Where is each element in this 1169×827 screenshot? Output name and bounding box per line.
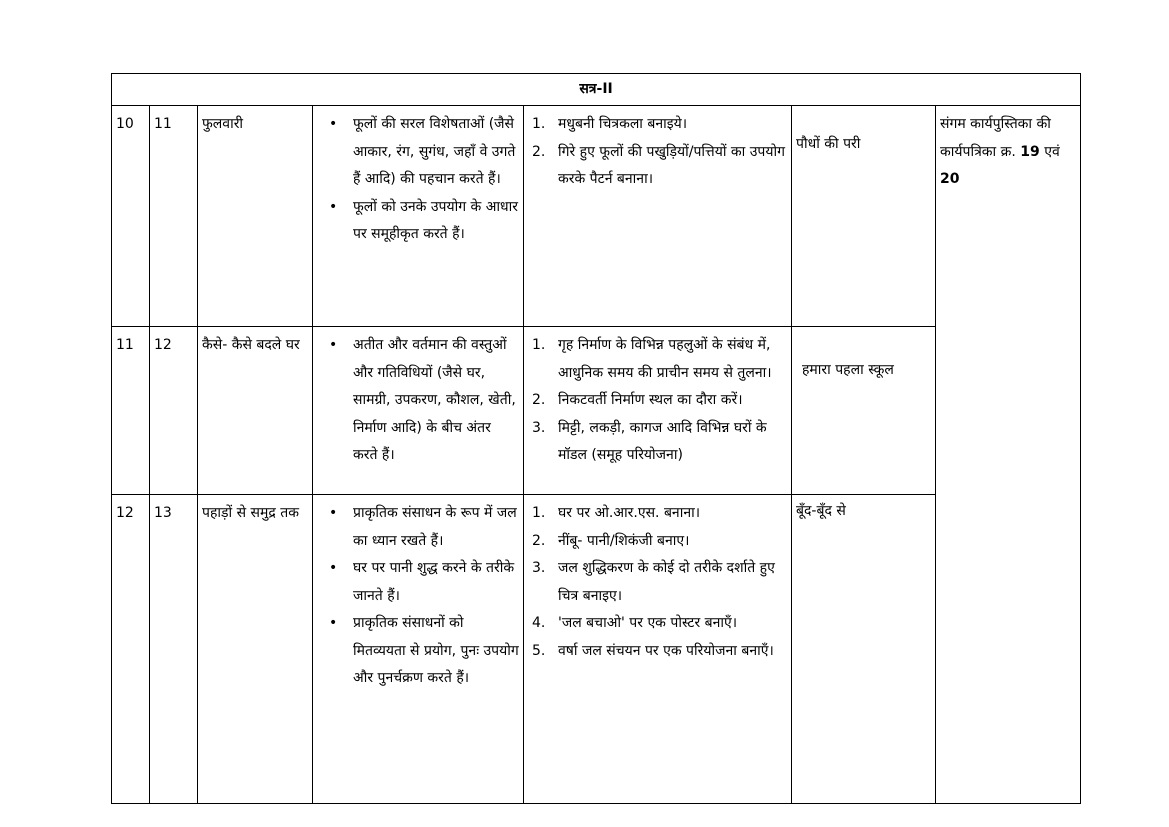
linked-chapter: बूँद-बूँद से [792, 495, 936, 804]
outcome-item: • प्राकृतिक संसाधन के रूप में जल का ध्यान रखते हैं। [353, 500, 519, 555]
outcome-item: • अतीत और वर्तमान की वस्तुओं और गतिविधियों (जैसे घर, सामग्री, उपकरण, कौशल, खेती, निर्माण आदि) के बीच अंतर करते हैं। [353, 332, 519, 470]
table-row [112, 495, 1081, 804]
table-row [112, 327, 1081, 495]
learning-outcomes [313, 495, 524, 804]
month-number: 10 [112, 106, 150, 327]
month-number: 12 [112, 495, 150, 804]
activity-item: 3. जल शुद्धिकरण के कोई दो तरीके दर्शाते हुए चित्र बनाइए। [532, 560, 775, 604]
activity-item: 2. निकटवर्ती निर्माण स्थल का दौरा करें। [532, 392, 743, 408]
activity-item: 2. नींबू- पानी/शिकंजी बनाए। [532, 532, 690, 549]
chapter-name: फुलवारी [198, 106, 313, 327]
outcome-item: • घर पर पानी शुद्ध करने के तरीके जानते हैं। [353, 555, 519, 610]
activities [524, 106, 792, 327]
term-header-row [112, 74, 1081, 106]
chapter-number: 12 [150, 327, 198, 495]
table-row [112, 106, 1081, 327]
activity-item: 1. गृह निर्माण के विभिन्न पहलुओं के संबंध में, आधुनिक समय की प्राचीन समय से तुलना। [532, 337, 772, 381]
chapter-name: कैसे- कैसे बदले घर [198, 327, 313, 495]
activity-item: 5. वर्षा जल संचयन पर एक परियोजना बनाएँ। [532, 642, 774, 659]
linked-chapter: हमारा पहला स्कूल [792, 327, 936, 495]
workbook-reference: संगम कार्यपुस्तिका की कार्यपत्रिका क्र. 19 एवं 20 [936, 106, 1081, 804]
chapter-name: पहाड़ों से समुद्र तक [198, 495, 313, 804]
linked-chapter: पौधों की परी [792, 106, 936, 327]
chapter-number: 13 [150, 495, 198, 804]
activity-item: 4. 'जल बचाओ' पर एक पोस्टर बनाएँ। [532, 615, 738, 631]
activity-item: 2. गिरे हुए फूलों की पखुड़ियों/पत्तियों का उपयोग करके पैटर्न बनाना। [532, 143, 786, 187]
outcome-item: • प्राकृतिक संसाधनों को मितव्ययता से प्रयोग, पुनः उपयोग और पुनर्चक्रण करते हैं। [353, 610, 519, 693]
activity-item: 3. मिट्टी, लकड़ी, कागज आदि विभिन्न घरों के मॉडल (समूह परियोजना) [532, 419, 767, 463]
learning-outcomes [313, 106, 524, 327]
syllabus-table [111, 73, 1081, 804]
learning-outcomes [313, 327, 524, 495]
term-title: सत्र-II [112, 74, 1081, 106]
month-number: 11 [112, 327, 150, 495]
outcome-item: • फूलों की सरल विशेषताओं (जैसे आकार, रंग, सुगंध, जहाँ वे उगते हैं आदि) की पहचान करते हैं। [353, 111, 519, 194]
activity-item: 1. घर पर ओ.आर.एस. बनाना। [532, 505, 701, 521]
chapter-number: 11 [150, 106, 198, 327]
outcome-item: • फूलों को उनके उपयोग के आधार पर समूहीकृत करते हैं। [353, 194, 519, 249]
activities [524, 495, 792, 804]
activity-item: 1. मधुबनी चित्रकला बनाइये। [532, 116, 688, 132]
activities [524, 327, 792, 495]
